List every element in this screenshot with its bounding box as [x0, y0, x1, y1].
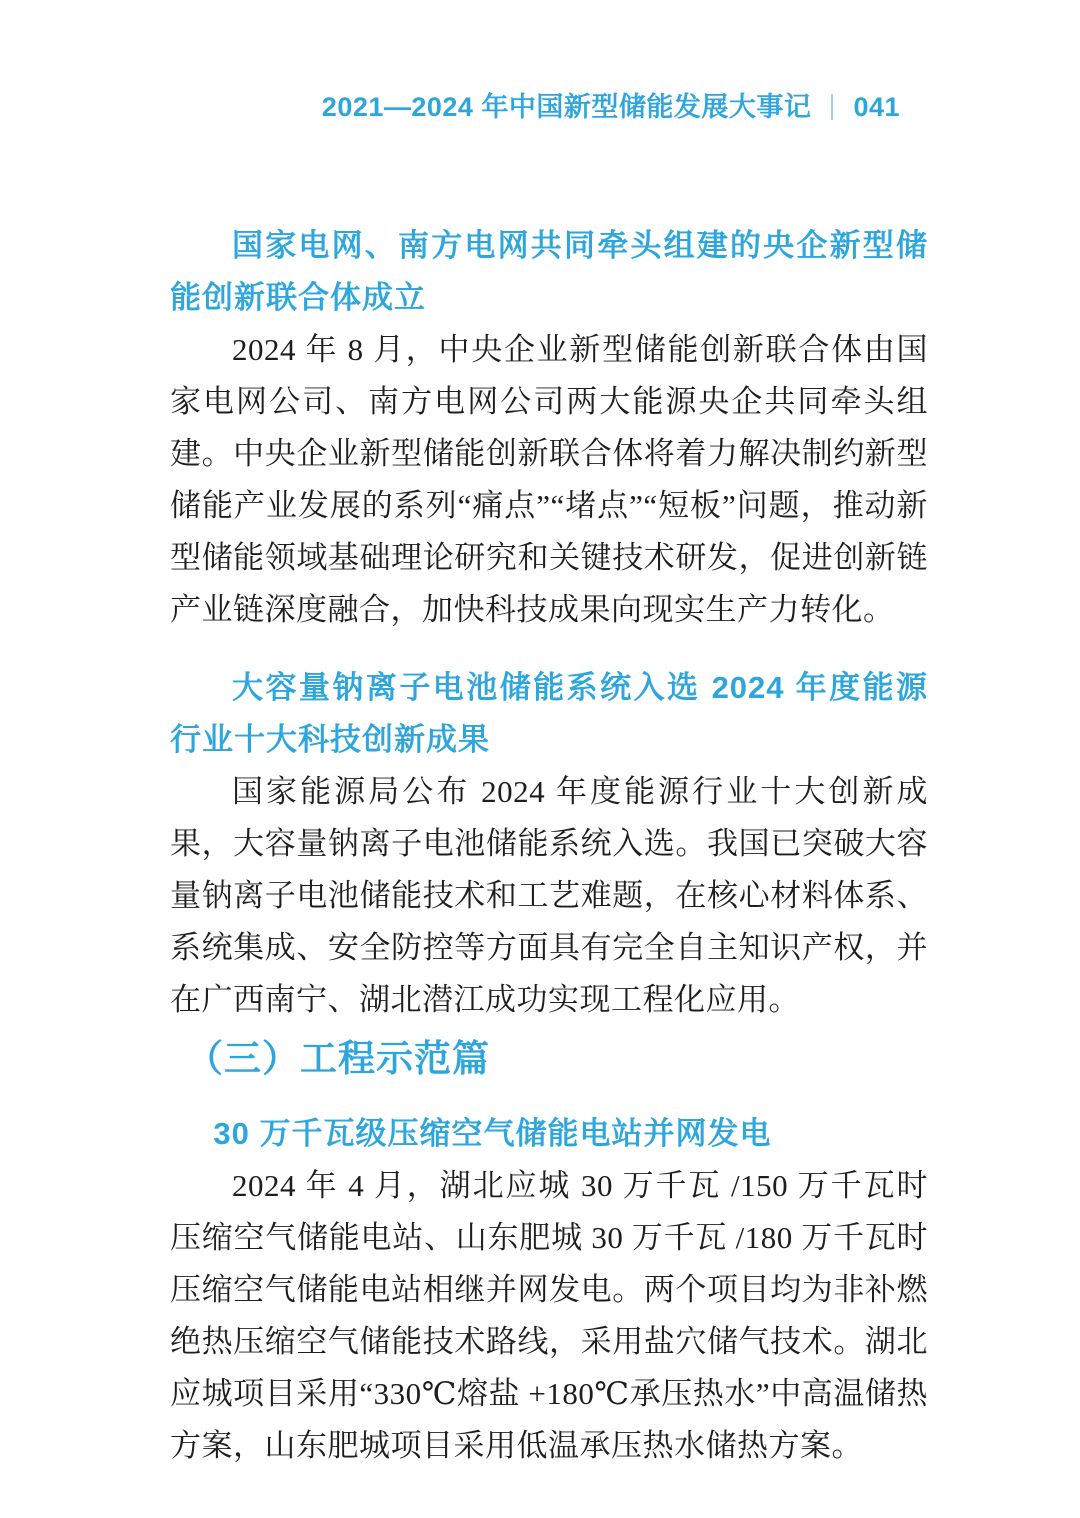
- paragraph-compressed-air: 2024 年 4 月，湖北应城 30 万千瓦 /150 万千瓦时压缩空气储能电站、山东肥城 30 万千瓦 /180 万千瓦时压缩空气储能电站相继并网发电。两个项目均为非补燃绝热压缩空气储能技术路线，采用盐穴储气技术。湖北应城项目采用“330℃熔盐 +180℃承压热水”中高温储热方案，山东肥城项目采用低温承压热水储热方案。: [170, 1168, 928, 1463]
- page-content: [0, 90, 1080, 1472]
- header-title: 2021—2024 年中国新型储能发展大事记: [321, 92, 812, 122]
- running-header: [170, 90, 928, 124]
- article-heading-sodium-battery: 大容量钠离子电池储能系统入选 2024 年度能源行业十大科技创新成果: [170, 670, 928, 757]
- sub-heading-compressed-air: 30 万千瓦级压缩空气储能电站并网发电: [213, 1116, 772, 1151]
- paragraph-sodium-battery: 国家能源局公布 2024 年度能源行业十大创新成果，大容量钠离子电池储能系统入选。我国已突破大容量钠离子电池储能技术和工艺难题，在核心材料体系、系统集成、安全防控等方面具有完全自主知识产权，并在广西南宁、湖北潜江成功实现工程化应用。: [170, 774, 928, 1017]
- article-heading-innovation-consortium: 国家电网、南方电网共同牵头组建的央企新型储能创新联合体成立: [170, 228, 928, 315]
- page-number: 041: [853, 92, 900, 122]
- header-separator: [831, 94, 833, 120]
- chapter-heading-engineering-demo: （三）工程示范篇: [186, 1038, 490, 1079]
- paragraph-innovation-consortium: 2024 年 8 月，中央企业新型储能创新联合体由国家电网公司、南方电网公司两大能源央企共同牵头组建。中央企业新型储能创新联合体将着力解决制约新型储能产业发展的系列“痛点”“堵点”“短板”问题，推动新型储能领域基础理论研究和关键技术研发，促进创新链产业链深度融合，加快科技成果向现实生产力转化。: [170, 332, 928, 627]
